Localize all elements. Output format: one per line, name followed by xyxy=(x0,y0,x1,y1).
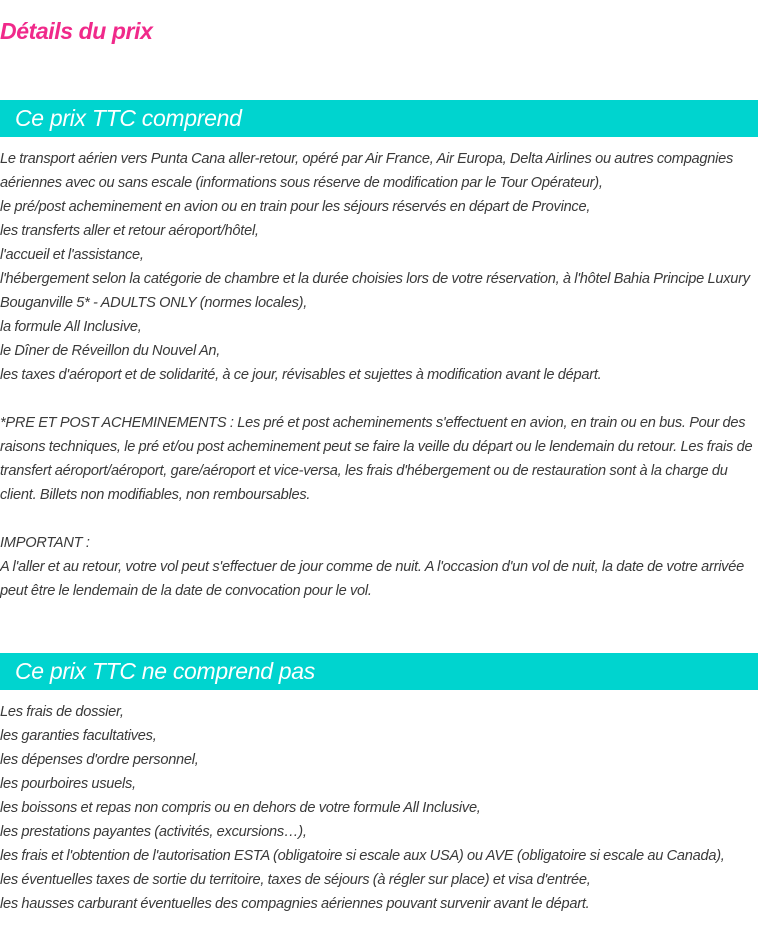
spacer xyxy=(0,387,756,411)
included-item-taxes: les taxes d'aéroport et de solidarité, à ce jour, révisables et sujettes à modification avant le départ. xyxy=(0,367,602,383)
included-item-accommodation: l'hébergement selon la catégorie de chambre et la durée choisies lors de votre réservation, à l'hôtel Bahia Principe Luxury Bouganville 5* - ADULTS ONLY (normes locales), xyxy=(0,271,750,311)
not-included-item: les dépenses d'ordre personnel, xyxy=(0,752,199,768)
not-included-item: Les frais de dossier, xyxy=(0,704,124,720)
not-included-item: les garanties facultatives, xyxy=(0,728,157,744)
not-included-item: les éventuelles taxes de sortie du territoire, taxes de séjours (à régler sur place) et visa d'entrée, xyxy=(0,872,591,888)
page-title: Détails du prix xyxy=(0,18,153,44)
not-included-section-header: Ce prix TTC ne comprend pas xyxy=(0,653,758,690)
included-item-new-year-dinner: le Dîner de Réveillon du Nouvel An, xyxy=(0,343,221,359)
pre-post-note: *PRE ET POST ACHEMINEMENTS : Les pré et post acheminements s'effectuent en avion, en train ou en bus. Pour des raisons techniques, le pré et/ou post acheminement peut se faire la veille du départ ou le lendemain du retour. Les frais de transfert aéroport/aéroport, gare/aéroport et vice-versa, les frais d'hébergement ou de restauration sont à la charge du client. Billets non modifiables, non remboursables. xyxy=(0,415,753,503)
not-included-section-body xyxy=(0,700,756,916)
important-label: IMPORTANT : xyxy=(0,535,90,551)
included-section-body xyxy=(0,147,756,603)
not-included-item: les boissons et repas non compris ou en dehors de votre formule All Inclusive, xyxy=(0,800,481,816)
included-item-welcome: l'accueil et l'assistance, xyxy=(0,247,144,263)
not-included-item: les hausses carburant éventuelles des compagnies aériennes pouvant survenir avant le départ. xyxy=(0,896,590,912)
included-item-transport: Le transport aérien vers Punta Cana aller-retour, opéré par Air France, Air Europa, Delta Airlines ou autres compagnies aériennes avec ou sans escale (informations sous réserve de modification par le Tour Opérateur), xyxy=(0,151,734,191)
included-item-pre-post: le pré/post acheminement en avion ou en train pour les séjours réservés en départ de Province, xyxy=(0,199,591,215)
included-item-all-inclusive: la formule All Inclusive, xyxy=(0,319,142,335)
included-section-header: Ce prix TTC comprend xyxy=(0,100,758,137)
spacer xyxy=(0,507,756,531)
not-included-item: les pourboires usuels, xyxy=(0,776,136,792)
not-included-item: les frais et l'obtention de l'autorisation ESTA (obligatoire si escale aux USA) ou AVE (obligatoire si escale au Canada), xyxy=(0,848,725,864)
not-included-item: les prestations payantes (activités, excursions…), xyxy=(0,824,307,840)
included-item-transfers: les transferts aller et retour aéroport/hôtel, xyxy=(0,223,259,239)
important-text: A l'aller et au retour, votre vol peut s'effectuer de jour comme de nuit. A l'occasion d'un vol de nuit, la date de votre arrivée peut être le lendemain de la date de convocation pour le vol. xyxy=(0,559,744,599)
